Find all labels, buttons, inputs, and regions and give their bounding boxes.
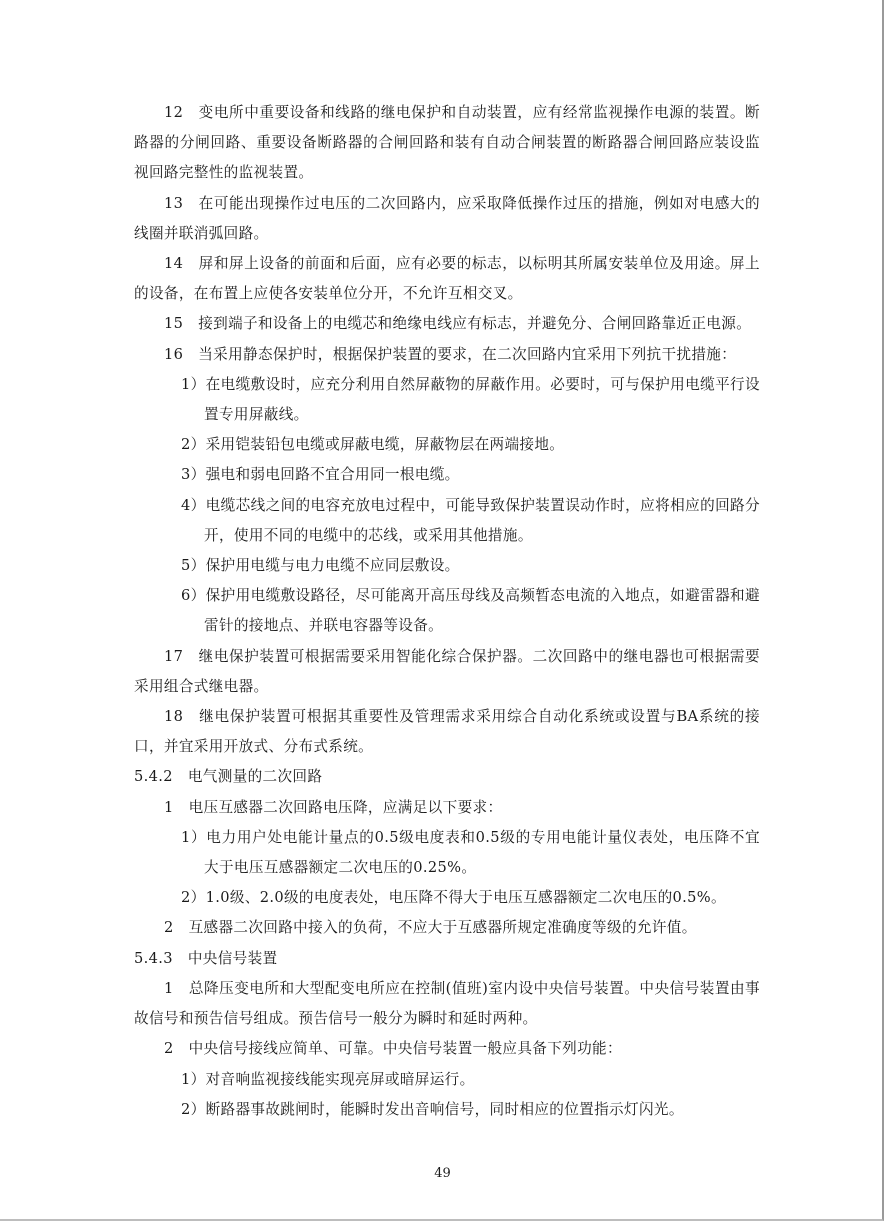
section-heading-5-4-2: 5.4.2 电气测量的二次回路 [134, 768, 323, 786]
sub-item-16-3: 3）强电和弱电回路不宜合用同一根电缆。 [181, 466, 460, 484]
document-body [134, 98, 760, 1125]
sub-item-16-2: 2）采用铠装铅包电缆或屏蔽电缆，屏蔽物层在两端接地。 [181, 436, 565, 454]
paragraph-item-15: 15 接到端子和设备上的电缆芯和绝缘电线应有标志，并避免分、合闸回路靠近正电源。 [164, 315, 752, 333]
sub-item-16-5: 5）保护用电缆与电力电缆不应同层敷设。 [181, 557, 460, 575]
paragraph-item-16: 16 当采用静态保护时，根据保护装置的要求，在二次回路内宜采用下列抗干扰措施： [164, 345, 737, 363]
sub-item-16-1: 1）在电缆敷设时，应充分利用自然屏蔽物的屏蔽作用。必要时，可与保护用电缆平行设置专用屏蔽线。 [181, 375, 760, 424]
paragraph-item-18: 18 继电保护装置可根据其重要性及管理需求采用综合自动化系统或设置与BA系统的接口，并宜采用开放式、分布式系统。 [134, 708, 760, 756]
page-number: 49 [434, 1166, 451, 1181]
paragraph-item-17: 17 继电保护装置可根据需要采用智能化综合保护器。二次回路中的继电器也可根据需要采用组合式继电器。 [134, 647, 760, 695]
paragraph-item-13: 13 在可能出现操作过电压的二次回路内，应采取降低操作过压的措施，例如对电感大的线圈并联消弧回路。 [134, 194, 760, 242]
sub-item-16-4: 4）电缆芯线之间的电容充放电过程中，可能导致保护装置误动作时，应将相应的回路分开，使用不同的电缆中的芯线，或采用其他措施。 [181, 496, 760, 544]
sub-item-16-6: 6）保护用电缆敷设路径，尽可能离开高压母线及高频暂态电流的入地点，如避雷器和避雷针的接地点、并联电容器等设备。 [181, 587, 760, 635]
paragraph-item-12: 12 变电所中重要设备和线路的继电保护和自动装置，应有经常监视操作电源的装置。断路器的分闸回路、重要设备断路器的合闸回路和装有自动合闸装置的断路器合闸回路应装设监视回路完整性的监视装置。 [134, 104, 760, 182]
sub-item-543-2-1: 1）对音响监视接线能实现亮屏或暗屏运行。 [181, 1070, 475, 1088]
sub-item-542-1-1: 1）电力用户处电能计量点的0.5级电度表和0.5级的专用电能计量仪表处，电压降不宜大于电压互感器额定二次电压的0.25%。 [181, 828, 760, 877]
paragraph-item-542-1: 1 电压互感器二次回路电压降，应满足以下要求： [164, 798, 503, 816]
paragraph-item-542-2: 2 互感器二次回路中接入的负荷，不应大于互感器所规定准确度等级的允许值。 [164, 919, 697, 937]
sub-item-543-2-2: 2）断路器事故跳闸时，能瞬时发出音响信号，同时相应的位置指示灯闪光。 [181, 1100, 684, 1118]
paragraph-item-543-2: 2 中央信号接线应简单、可靠。中央信号装置一般应具备下列功能： [164, 1040, 622, 1058]
paragraph-item-14: 14 屏和屏上设备的前面和后面，应有必要的标志，以标明其所属安装单位及用途。屏上的设备，在布置上应使各安装单位分开，不允许互相交叉。 [134, 255, 760, 303]
sub-item-542-1-2: 2）1.0级、2.0级的电度表处，电压降不得大于电压互感器额定二次电压的0.5%。 [181, 889, 726, 907]
section-heading-5-4-3: 5.4.3 中央信号装置 [134, 949, 278, 967]
paragraph-item-543-1: 1 总降压变电所和大型配变电所应在控制(值班)室内设中央信号装置。中央信号装置由事故信号和预告信号组成。预告信号一般分为瞬时和延时两种。 [134, 979, 760, 1028]
